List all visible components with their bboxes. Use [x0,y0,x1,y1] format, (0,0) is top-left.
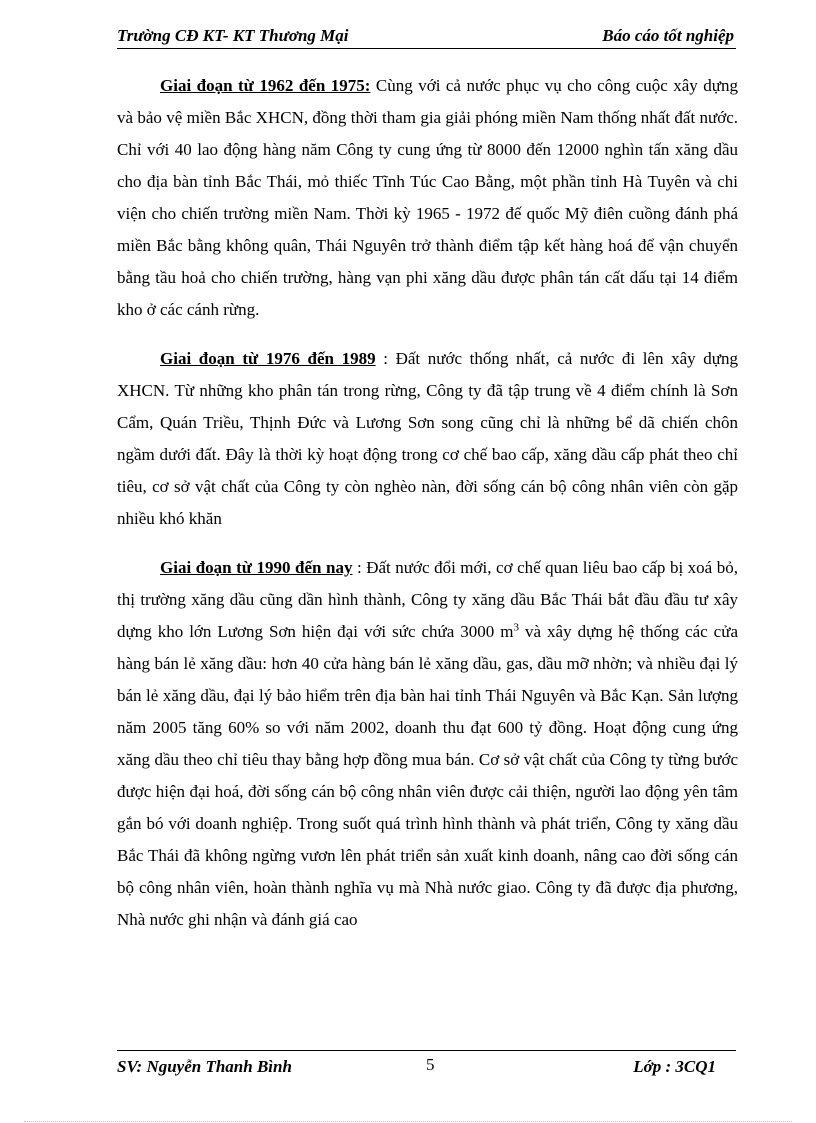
page-edge-divider [24,1121,792,1122]
paragraph-1990-now [117,552,738,936]
paragraph-lead: Giai đoạn từ 1976 đến 1989 [160,349,376,368]
paragraph-1976-1989 [117,343,738,535]
page-header [117,24,736,49]
paragraph-text: và xây dựng hệ thống các cửa hàng bán lẻ xăng dầu: hơn 40 cửa hàng bán lẻ xăng dầu, gas, dầu mỡ nhờn; và nhiều đại lý bán lẻ xăng dầu, đại lý bảo hiểm trên địa bàn hai tỉnh Thái Nguyên và Bắc Kạn. Sản lượng năm 2005 tăng 60% so với năm 2002, doanh thu đạt 600 tỷ đồng. Hoạt động cung ứng xăng dầu theo chỉ tiêu thay bằng hợp đồng mua bán. Cơ sở vật chất của Công ty từng bước được hiện đại hoá, đời sống cán bộ công nhân viên được cải thiện, người lao động yên tâm gắn bó với doanh nghiệp. Trong suốt quá trình hình thành và phát triển, Công ty xăng dầu Bắc Thái đã không ngừng vươn lên phát triển sản xuất kinh doanh, nâng cao đời sống cán bộ công nhân viên, hoàn thành nghĩa vụ mà Nhà nước giao. Công ty đã được địa phương, Nhà nước ghi nhận và đánh giá cao [117,622,738,929]
footer-student: SV: Nguyễn Thanh Bình [117,1057,292,1076]
superscript-unit: 3 [513,621,520,634]
page-footer [117,1050,736,1081]
paragraph-text: : Đất nước thống nhất, cả nước đi lên xây dựng XHCN. Từ những kho phân tán trong rừng, Công ty đã tập trung về 4 điểm chính là Sơn Cẩm, Quán Triều, Thịnh Đức và Lương Sơn song cũng chỉ là những bể dã chiến chôn ngầm dưới đất. Đây là thời kỳ hoạt động trong cơ chế bao cấp, xăng dầu cấp phát theo chỉ tiêu, cơ sở vật chất của Công ty còn nghèo nàn, đời sống cán bộ công nhân viên còn gặp nhiều khó khăn [117,349,738,528]
paragraph-lead: Giai đoạn từ 1962 đến 1975: [160,76,371,95]
page-number: 5 [426,1055,435,1074]
footer-class: Lớp : 3CQ1 [633,1057,716,1076]
paragraph-lead: Giai đoạn từ 1990 đến nay [160,558,353,577]
paragraph-1962-1975 [117,70,738,326]
header-report-type: Báo cáo tốt nghiệp [602,26,734,45]
document-body [117,70,738,953]
header-school: Trường CĐ KT- KT Thương Mại [117,26,349,45]
paragraph-text: Cùng với cả nước phục vụ cho công cuộc xây dựng và bảo vệ miền Bắc XHCN, đồng thời tham gia giải phóng miền Nam thống nhất đất nước. Chỉ với 40 lao động hàng năm Công ty cung ứng từ 8000 đến 12000 nghìn tấn xăng dầu cho địa bàn tỉnh Bắc Thái, mỏ thiếc Tĩnh Túc Cao Bằng, một phần tỉnh Hà Tuyên và chi viện cho chiến trường miền Nam. Thời kỳ 1965 - 1972 đế quốc Mỹ điên cuồng đánh phá miền Bắc bằng không quân, Thái Nguyên trở thành điểm tập kết hàng hoá để vận chuyển bằng tầu hoả cho chiến trường, hàng vạn phi xăng dầu được phân tán cất dấu tại 14 điểm kho ở các cánh rừng. [117,76,738,319]
paragraph-text: : Đất nước đổi mới, cơ chế quan liêu bao cấp bị xoá bỏ, thị trường xăng dầu cũng dần hình thành, Công ty xăng dầu Bắc Thái bắt đầu đầu tư xây dựng kho lớn Lương Sơn hiện đại với sức chứa 3000 m [117,558,739,641]
